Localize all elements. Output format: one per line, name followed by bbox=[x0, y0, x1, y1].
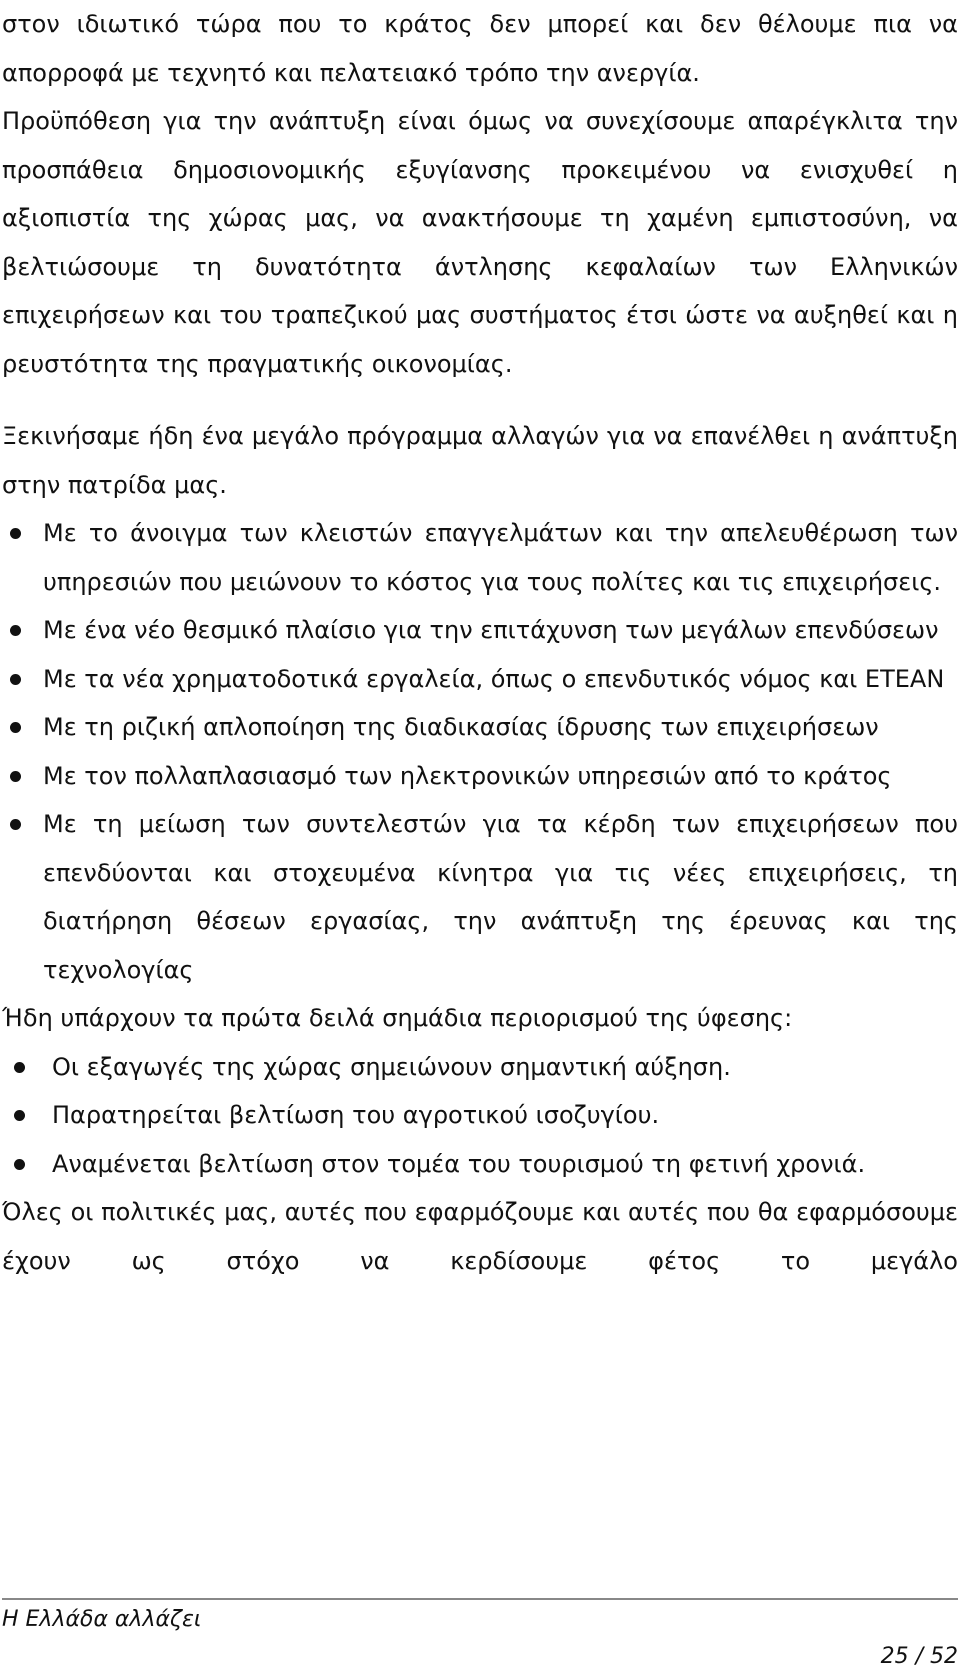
list-item-text: Με ένα νέο θεσμικό πλαίσιο για την επιτάχυνση των μεγάλων επενδύσεων bbox=[43, 616, 939, 644]
bullet-icon bbox=[14, 1159, 25, 1170]
list-item bbox=[2, 703, 958, 752]
bullet-icon bbox=[10, 528, 21, 539]
document-body bbox=[2, 0, 958, 1285]
footer-title: Η Ελλάδα αλλάζει bbox=[2, 1607, 202, 1632]
list-item bbox=[2, 752, 958, 801]
page-number: 25 / 52 bbox=[880, 1644, 958, 1669]
paragraph-prerequisite: Προϋπόθεση για την ανάπτυξη είναι όμως να συνεχίσουμε απαρέγκλιτα την προσπάθεια δημοσιονομικής εξυγίανσης προκειμένου να ενισχυθεί η αξιοπιστία της χώρας μας, να ανακτήσουμε τη χαμένη εμπιστοσύνη, να βελτιώσουμε τη δυνατότητα άντλησης κεφαλαίων των Ελληνικών επιχειρήσεων και του τραπεζικού μας συστήματος έτσι ώστε να αυξηθεί και η ρευστότητα της πραγματικής οικονομίας. bbox=[2, 107, 958, 378]
list-item-text: Παρατηρείται βελτίωση του αγροτικού ισοζυγίου. bbox=[52, 1101, 660, 1129]
list-item bbox=[2, 1091, 958, 1140]
footer-divider bbox=[2, 1598, 958, 1600]
list-item-text: Με τον πολλαπλασιασμό των ηλεκτρονικών υπηρεσιών από το κράτος bbox=[43, 761, 892, 790]
bullet-icon bbox=[10, 674, 21, 685]
bullet-icon bbox=[10, 625, 21, 636]
list-item bbox=[2, 606, 958, 655]
list-item bbox=[2, 655, 958, 704]
paragraph-continuation bbox=[2, 0, 958, 97]
list-item bbox=[2, 509, 958, 606]
bullet-icon bbox=[10, 819, 21, 830]
bullet-icon bbox=[14, 1062, 25, 1073]
bullet-icon bbox=[14, 1110, 25, 1121]
paragraph-signs-intro: Ήδη υπάρχουν τα πρώτα δειλά σημάδια περιορισμού της ύφεσης: bbox=[2, 1004, 793, 1032]
list-item-text: Με το άνοιγμα των κλειστών επαγγελμάτων και την απελευθέρωση των υπηρεσιών που μειώνουν το κόστος για τους πολίτες και τις επιχειρήσεις. bbox=[43, 519, 958, 596]
list-item-text: Αναμένεται βελτίωση στον τομέα του τουρισμού τη φετινή χρονιά. bbox=[52, 1149, 866, 1178]
paragraph-program: Ξεκινήσαμε ήδη ένα μεγάλο πρόγραμμα αλλαγών για να επανέλθει η ανάπτυξη στην πατρίδα μας. bbox=[2, 422, 958, 499]
list-item-text: Με τη μείωση των συντελεστών για τα κέρδη των επιχειρήσεων που επενδύονται και στοχευμένα κίνητρα για τις νέες επιχειρήσεις, τη διατήρηση θέσεων εργασίας, την ανάπτυξη της έρευνας και της τεχνολογίας bbox=[43, 810, 958, 984]
reforms-list bbox=[2, 509, 958, 994]
text-line: απορροφά με τεχνητό και πελατειακό τρόπο την ανεργία. bbox=[2, 58, 700, 87]
list-item bbox=[2, 1140, 958, 1189]
text-line: στον ιδιωτικό τώρα που το κράτος δεν μπορεί και δεν θέλουμε πια να bbox=[2, 10, 958, 38]
list-item-text: Με τα νέα χρηματοδοτικά εργαλεία, όπως ο επενδυτικός νόμος και ΕΤΕΑΝ bbox=[43, 664, 945, 693]
list-item bbox=[2, 1043, 958, 1092]
bullet-icon bbox=[10, 722, 21, 733]
list-item bbox=[2, 800, 958, 994]
list-item-text: Με τη ριζική απλοποίηση της διαδικασίας ίδρυσης των επιχειρήσεων bbox=[43, 713, 879, 741]
paragraph-policies: Όλες οι πολιτικές μας, αυτές που εφαρμόζουμε και αυτές που θα εφαρμόσουμε έχουν ως στόχο να κερδίσουμε φέτος το μεγάλο bbox=[2, 1198, 958, 1275]
list-item-text: Οι εξαγωγές της χώρας σημειώνουν σημαντική αύξηση. bbox=[52, 1052, 731, 1081]
signs-list bbox=[2, 1043, 958, 1189]
bullet-icon bbox=[10, 771, 21, 782]
paragraph-gap bbox=[2, 388, 958, 412]
